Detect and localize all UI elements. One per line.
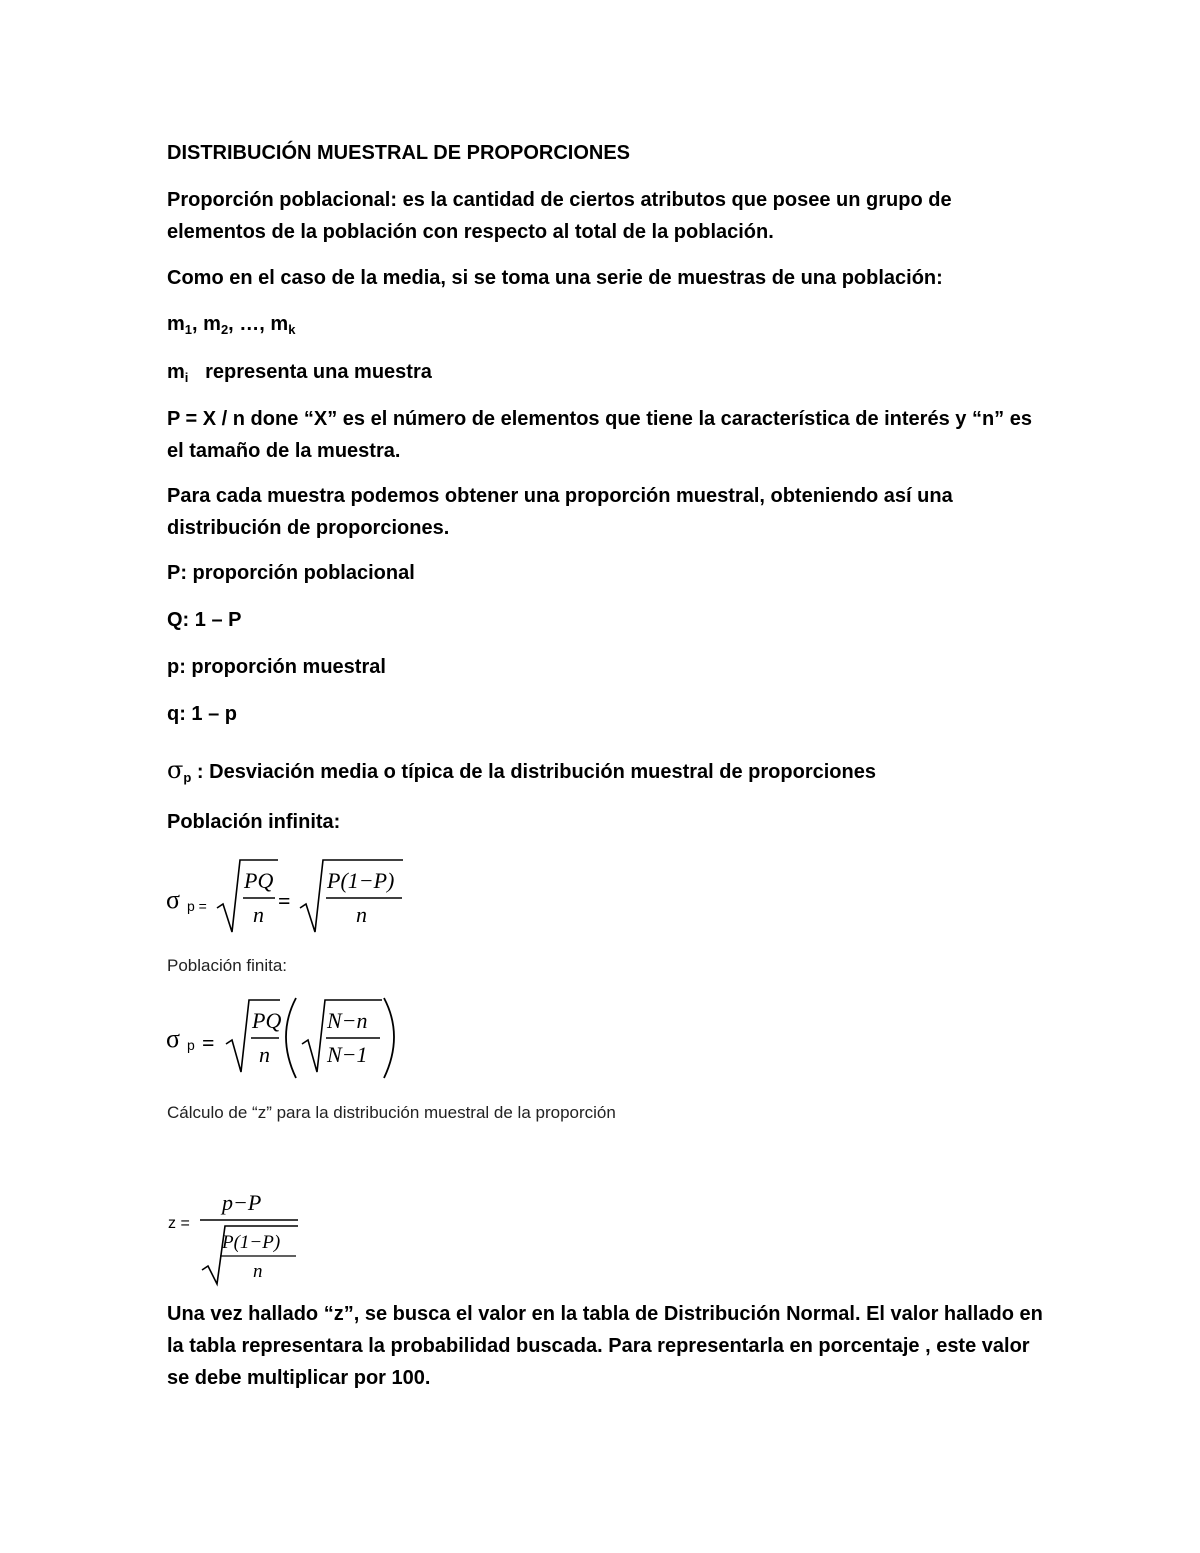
- finite-heading: Población finita:: [167, 956, 288, 975]
- finite-formula: [160, 992, 420, 1087]
- samples-list: $m_1$, $m_2$, …, $m_k$: [167, 313, 296, 337]
- svg-text:N−1: N−1: [327, 1042, 368, 1067]
- p-formula-paragraph: P = X / n done “X” es el número de elementos que tiene la característica de interés y “n” es el tamaño de la muestra.: [167, 408, 1032, 462]
- z-heading: Cálculo de “z” para la distribución muestral de la proporción: [167, 1103, 616, 1122]
- svg-text:n: n: [259, 1042, 270, 1067]
- svg-text:n: n: [253, 1261, 263, 1282]
- svg-text:=: =: [202, 1030, 215, 1055]
- intro-paragraph: Como en el caso de la media, si se toma una serie de muestras de una población:: [167, 267, 943, 289]
- svg-text:P(1−P): P(1−P): [222, 1232, 281, 1253]
- conclusion-paragraph: Una vez hallado “z”, se busca el valor en la tabla de Distribución Normal. El valor hallado en la tabla representara la probabilidad buscada. Para representarla en porcentaje , este valor se debe multiplicar por 100.: [167, 1303, 1043, 1389]
- definition-item: Q: 1 – P: [167, 609, 242, 631]
- svg-text:σ: σ: [166, 885, 181, 914]
- svg-text:p: p: [187, 1037, 195, 1053]
- svg-text:σ: σ: [166, 1024, 181, 1053]
- definition-paragraph: Proporción poblacional: es la cantidad de ciertos atributos que posee un grupo de elementos de la población con respecto al total de la población.: [167, 189, 952, 243]
- infinite-formula: [160, 850, 420, 940]
- mi-definition: $m_i$ representa una muestra: [167, 361, 432, 385]
- svg-text:=: =: [278, 888, 291, 913]
- document-title: DISTRIBUCIÓN MUESTRAL DE PROPORCIONES: [167, 142, 630, 164]
- infinite-heading: Población infinita:: [167, 811, 341, 833]
- definition-item: P: proporción poblacional: [167, 562, 415, 584]
- definition-item: p: proporción muestral: [167, 656, 386, 678]
- svg-text:N−n: N−n: [327, 1008, 368, 1033]
- sigma-definition: $\sigma_p$ : Desviación media o típica de la distribución muestral de proporciones: [167, 756, 876, 785]
- definition-item: q: 1 – p: [167, 703, 238, 725]
- svg-text:PQ: PQ: [252, 1008, 282, 1033]
- svg-text:P(1−P): P(1−P): [327, 868, 395, 893]
- svg-text:n: n: [356, 902, 367, 927]
- svg-text:p =: p =: [187, 898, 207, 914]
- z-formula: [160, 1180, 320, 1290]
- each-sample-paragraph: Para cada muestra podemos obtener una proporción muestral, obteniendo así una distribución de proporciones.: [167, 485, 953, 539]
- svg-text:PQ: PQ: [244, 868, 274, 893]
- svg-text:z =: z =: [168, 1215, 190, 1232]
- svg-text:p−P: p−P: [222, 1190, 262, 1215]
- svg-text:n: n: [253, 902, 264, 927]
